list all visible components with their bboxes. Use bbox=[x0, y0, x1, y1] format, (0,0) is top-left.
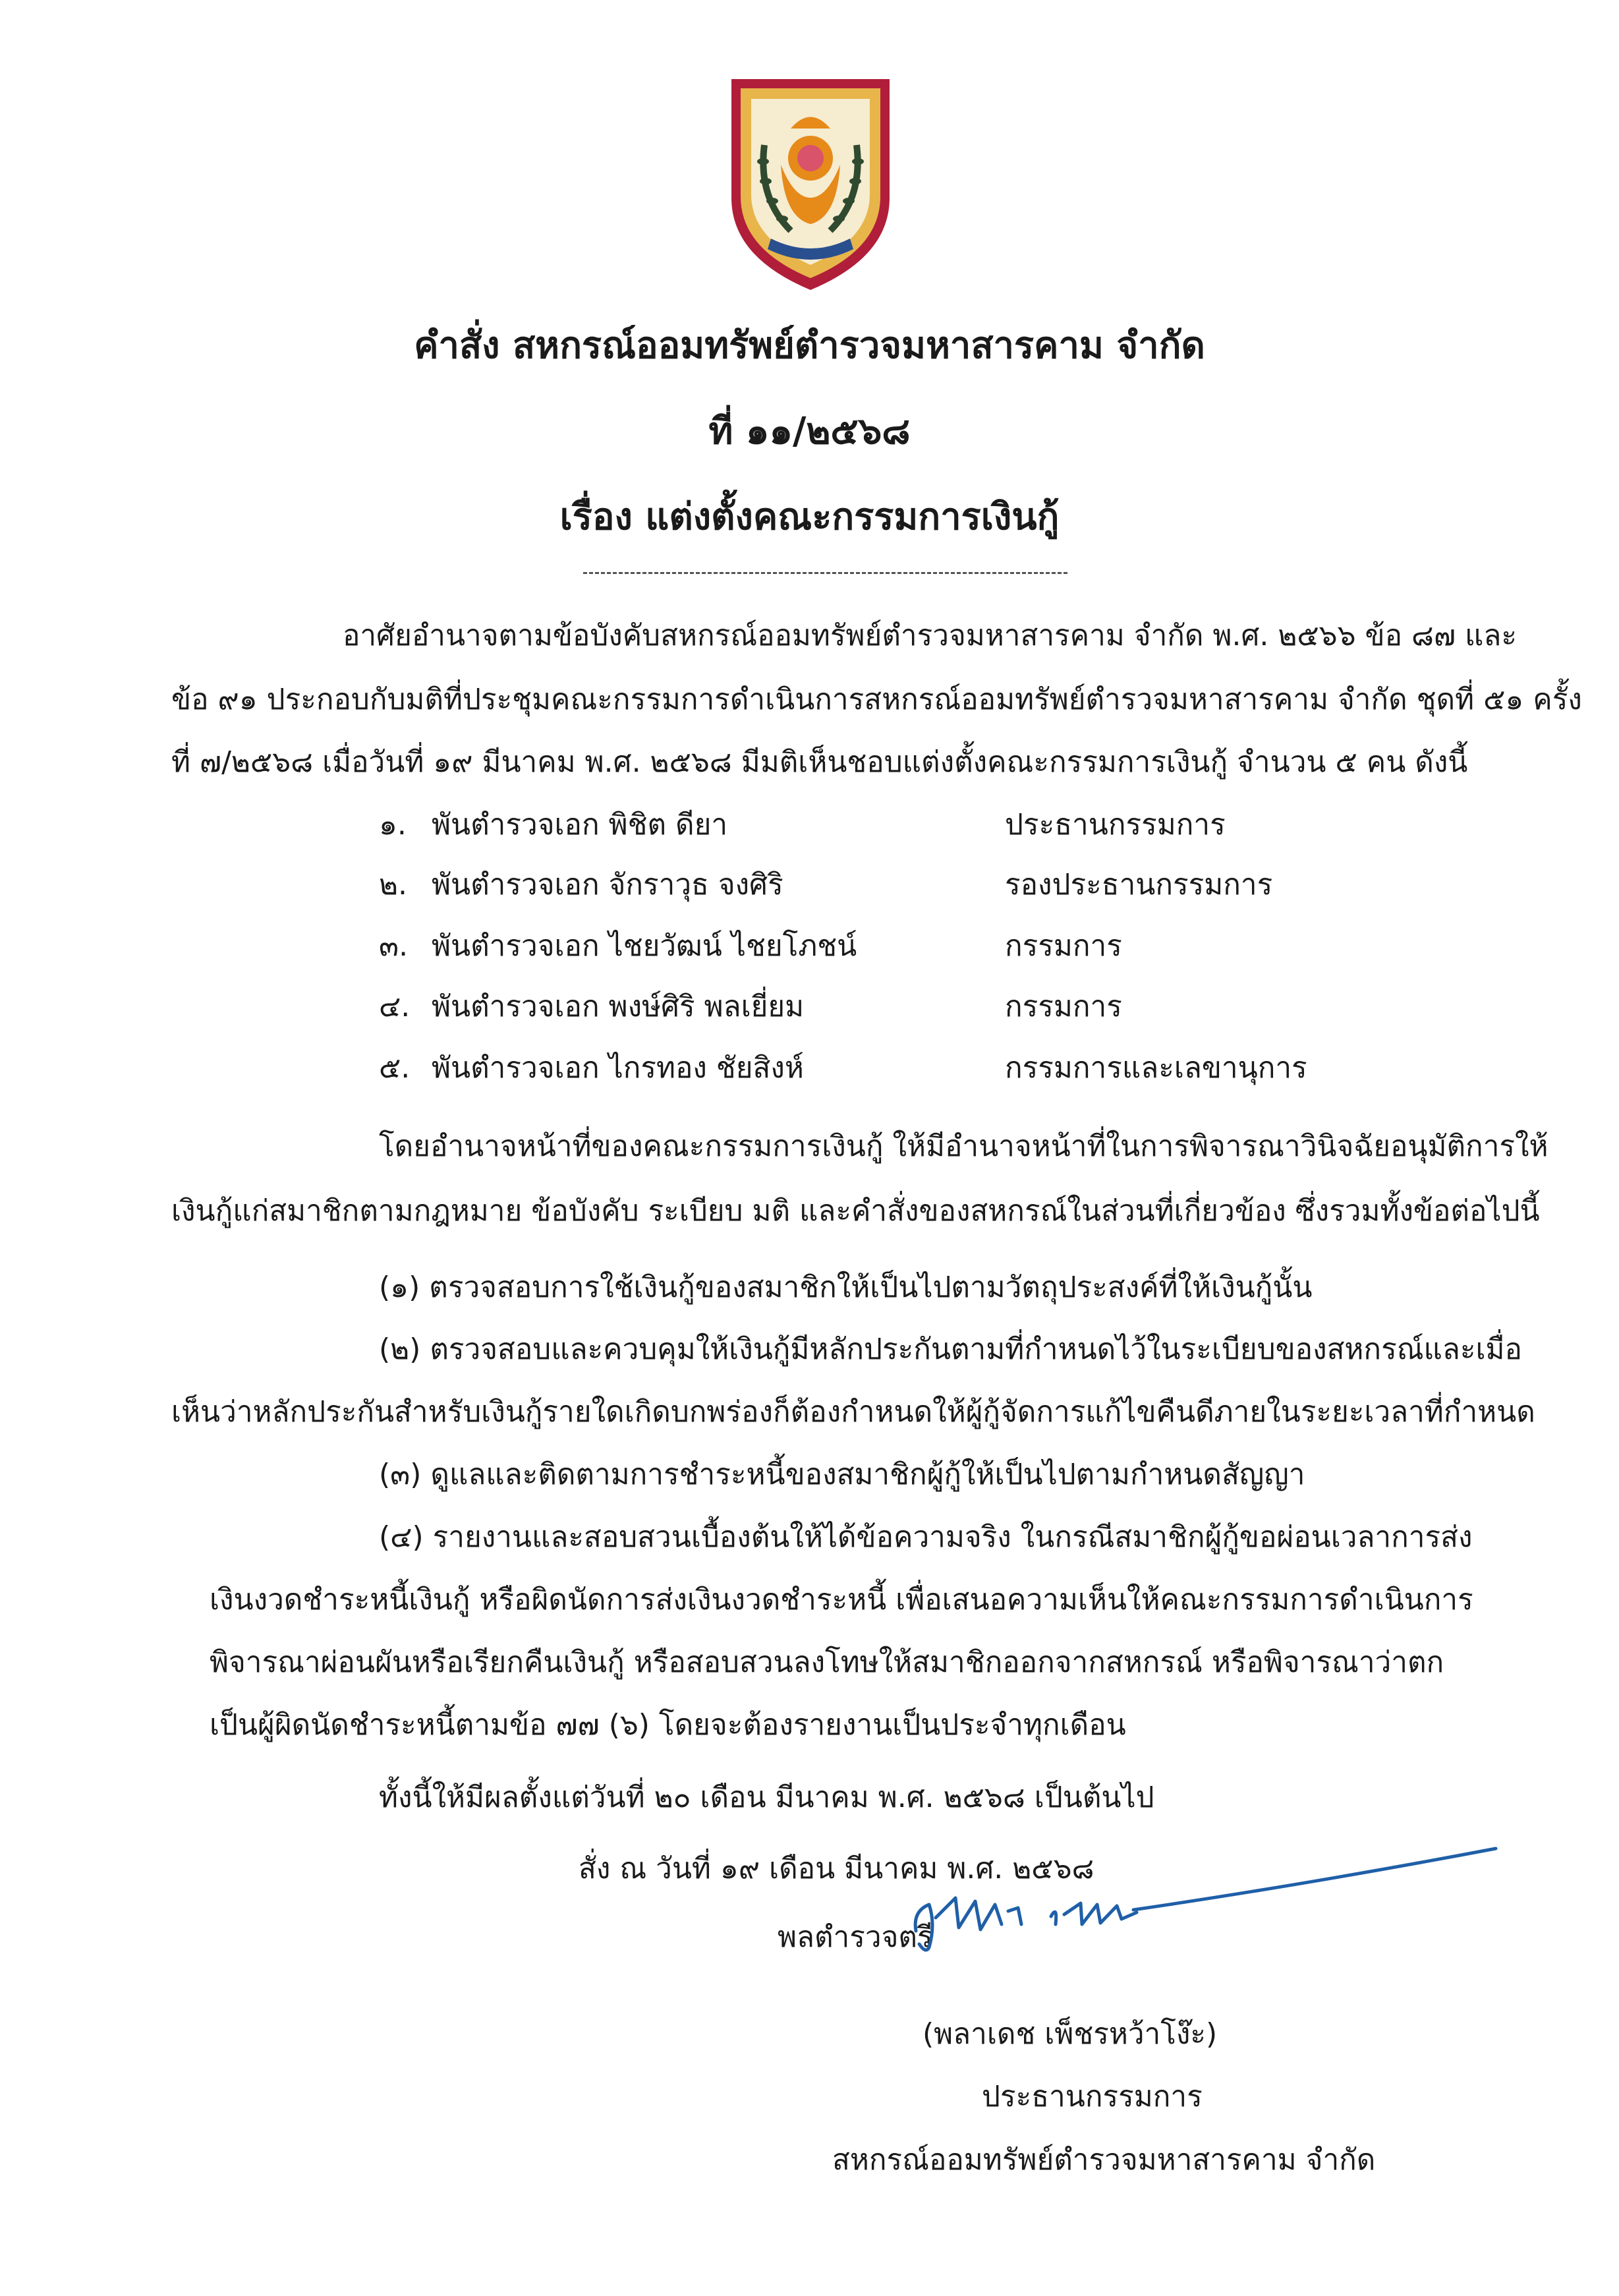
member-name: พันตำรวจเอก จักราวุธ จงศิริ bbox=[432, 868, 783, 902]
order-title: คำสั่ง สหกรณ์ออมทรัพย์ตำรวจมหาสารคาม จำกัด bbox=[414, 324, 1205, 367]
duty-2-line-1: (๒) ตรวจสอบและควบคุมให้เงินกู้มีหลักประกันตามที่กำหนดไว้ในระเบียบของสหกรณ์และเมื่อ bbox=[379, 1333, 1522, 1366]
signer-position: ประธานกรรมการ bbox=[982, 2080, 1203, 2113]
member-name: พันตำรวจเอก ไชยวัฒน์ ไชยโภชน์ bbox=[432, 929, 857, 963]
duties-intro-line-2: เงินกู้แก่สมาชิกตามกฎหมาย ข้อบังคับ ระเบียบ มติ และคำสั่งของสหกรณ์ในส่วนที่เกี่ยวข้อง ซึ่งรวมทั้งข้อต่อไปนี้ bbox=[171, 1194, 1540, 1228]
duty-4-line-2: เงินงวดชำระหนี้เงินกู้ หรือผิดนัดการส่งเงินงวดชำระหนี้ เพื่อเสนอความเห็นให้คณะกรรมการดำเนินการ bbox=[210, 1583, 1473, 1617]
member-role: กรรมการ bbox=[1005, 990, 1122, 1023]
member-role: กรรมการและเลขานุการ bbox=[1005, 1051, 1307, 1085]
order-number: ที่ ๑๑/๒๕๖๘ bbox=[708, 410, 911, 453]
duty-1: (๑) ตรวจสอบการใช้เงินกู้ของสมาชิกให้เป็นไปตามวัตถุประสงค์ที่ให้เงินกู้นั้น bbox=[379, 1271, 1313, 1304]
signer-organization: สหกรณ์ออมทรัพย์ตำรวจมหาสารคาม จำกัด bbox=[832, 2143, 1376, 2177]
intro-line-3: ที่ ๗/๒๕๖๘ เมื่อวันที่ ๑๙ มีนาคม พ.ศ. ๒๕๖๘ มีมติเห็นชอบแต่งตั้งคณะกรรมการเงินกู้ จำนวน ๕ คน ดังนี้ bbox=[171, 745, 1468, 779]
duty-4-line-3: พิจารณาผ่อนผันหรือเรียกคืนเงินกู้ หรือสอบสวนลงโทษให้สมาชิกออกจากสหกรณ์ หรือพิจารณาว่าตก bbox=[210, 1646, 1444, 1679]
duty-4-line-4: เป็นผู้ผิดนัดชำระหนี้ตามข้อ ๗๗ (๖) โดยจะต้องรายงานเป็นประจำทุกเดือน bbox=[210, 1708, 1126, 1742]
member-number: ๒. bbox=[379, 868, 407, 902]
member-role: รองประธานกรรมการ bbox=[1005, 868, 1273, 902]
order-subject: เรื่อง แต่งตั้งคณะกรรมการเงินกู้ bbox=[559, 496, 1060, 538]
member-role: ประธานกรรมการ bbox=[1005, 808, 1226, 842]
duty-4-line-1: (๔) รายงานและสอบสวนเบื้องต้นให้ได้ข้อความจริง ในกรณีสมาชิกผู้กู้ขอผ่อนเวลาการส่ง bbox=[379, 1520, 1473, 1554]
ordered-date: สั่ง ณ วันที่ ๑๙ เดือน มีนาคม พ.ศ. ๒๕๖๘ bbox=[579, 1852, 1094, 1885]
member-number: ๑. bbox=[379, 808, 407, 842]
effective-date: ทั้งนี้ให้มีผลตั้งแต่วันที่ ๒๐ เดือน มีนาคม พ.ศ. ๒๕๖๘ เป็นต้นไป bbox=[379, 1781, 1154, 1814]
member-name: พันตำรวจเอก ไกรทอง ชัยสิงห์ bbox=[432, 1051, 804, 1085]
duty-3: (๓) ดูแลและติดตามการชำระหนี้ของสมาชิกผู้กู้ให้เป็นไปตามกำหนดสัญญา bbox=[379, 1458, 1305, 1491]
header-divider bbox=[583, 572, 1067, 574]
member-number: ๕. bbox=[379, 1051, 411, 1085]
police-savings-cooperative-seal-icon bbox=[718, 66, 903, 297]
member-number: ๓. bbox=[379, 929, 409, 963]
intro-line-2: ข้อ ๙๑ ประกอบกับมติที่ประชุมคณะกรรมการดำเนินการสหกรณ์ออมทรัพย์ตำรวจมหาสารคาม จำกัด ชุดที่ ๕๑ ครั้ง bbox=[171, 683, 1582, 716]
signer-rank: พลตำรวจตรี bbox=[778, 1920, 933, 1954]
member-name: พันตำรวจเอก พงษ์ศิริ พลเยี่ยม bbox=[432, 990, 805, 1023]
handwritten-signature-icon bbox=[909, 1832, 1502, 1957]
intro-line-1: อาศัยอำนาจตามข้อบังคับสหกรณ์ออมทรัพย์ตำรวจมหาสารคาม จำกัด พ.ศ. ๒๕๖๖ ข้อ ๘๗ และ bbox=[343, 619, 1517, 652]
duties-intro-line-1: โดยอำนาจหน้าที่ของคณะกรรมการเงินกู้ ให้มีอำนาจหน้าที่ในการพิจารณาวินิจฉัยอนุมัติการให้ bbox=[379, 1130, 1548, 1163]
member-name: พันตำรวจเอก พิชิต ดียา bbox=[432, 808, 728, 842]
signer-name: (พลาเดช เพ็ชรหว้าโง๊ะ) bbox=[923, 2017, 1218, 2051]
member-role: กรรมการ bbox=[1005, 929, 1122, 963]
member-number: ๔. bbox=[379, 990, 411, 1023]
duty-2-line-2: เห็นว่าหลักประกันสำหรับเงินกู้รายใดเกิดบกพร่องก็ต้องกำหนดให้ผู้กู้จัดการแก้ไขคืนดีภายในระยะเวลาที่กำหนด bbox=[171, 1395, 1535, 1429]
